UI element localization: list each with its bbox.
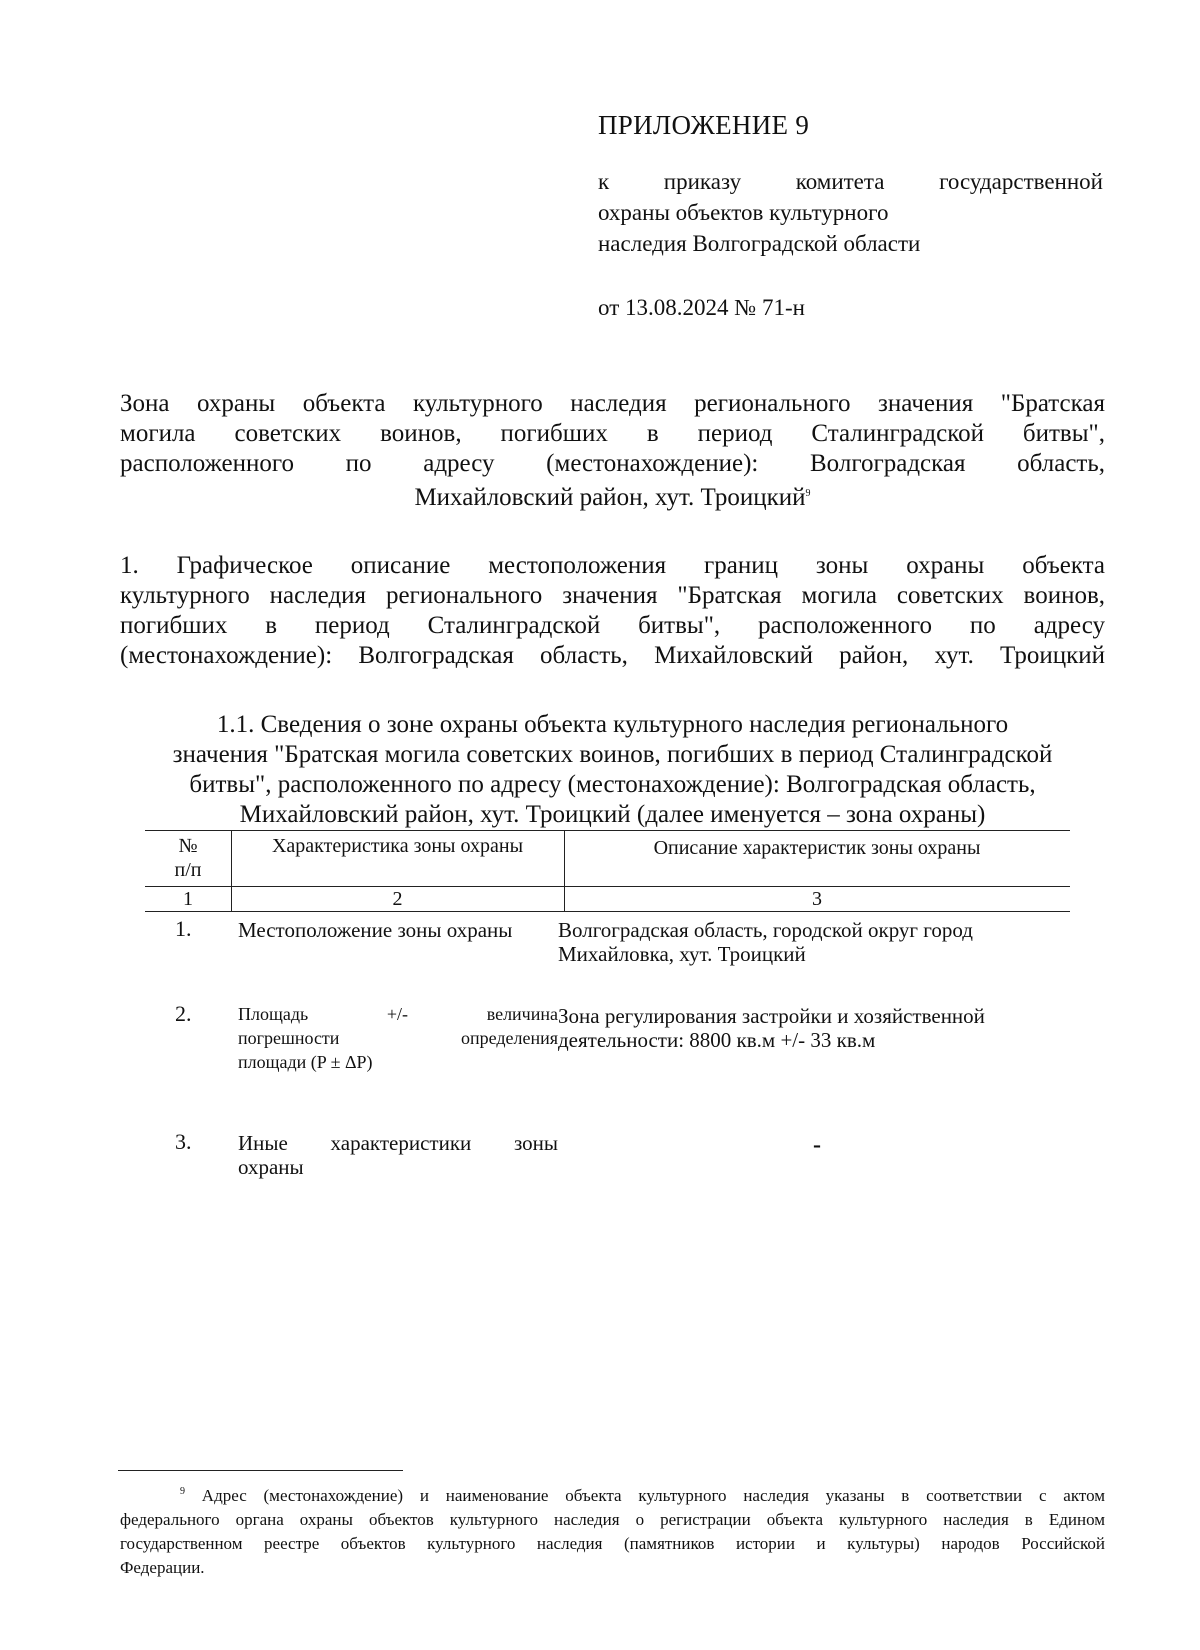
appendix-date: от 13.08.2024 № 71-н (598, 295, 805, 320)
row-description (558, 918, 1070, 966)
section-1-line: погибших в период Сталинградской битвы", расположенного по адресу (120, 612, 1105, 639)
section-1-line: 1. Графическое описание местоположения границ зоны охраны объекта (120, 552, 1105, 579)
section-1-1-line: битвы", расположенного по адресу (местонахождение): Волгоградская область, (189, 771, 1036, 798)
column-number: 1 (183, 888, 193, 910)
description-line: Волгоградская область, городской округ город (558, 918, 973, 942)
row-number: 3. (175, 1129, 192, 1154)
footnote-line: государственном реестре объектов культурного наследия (памятников истории и культуры) народов Российской (120, 1534, 1105, 1553)
description-line: деятельности: 8800 кв.м +/- 33 кв.м (558, 1028, 876, 1052)
zone-title-last-line (120, 479, 1105, 513)
zone-title (120, 389, 1105, 513)
appendix-heading: ПРИЛОЖЕНИЕ 9 (598, 110, 810, 140)
header-characteristic: Характеристика зоны охраны (271, 835, 524, 857)
appendix-line: наследия Волгоградской области (598, 231, 921, 256)
section-1-line: (местонахождение): Волгоградская область, Михайловский район, хут. Троицкий (120, 642, 1105, 669)
row-description (558, 1004, 1070, 1052)
appendix-line: охраны объектов культурного (598, 200, 889, 225)
row-characteristic (238, 918, 558, 942)
footnote-mark: 9 (180, 1486, 185, 1497)
zone-title-line: расположенного по адресу (местонахождение): Волгоградская область, (120, 450, 1105, 477)
footnote-separator (118, 1470, 403, 1471)
zone-title-line: Михайловский район, хут. Троицкий (414, 484, 806, 511)
row-characteristic (238, 1002, 558, 1074)
zone-title-line: могила советских воинов, погибших в период Сталинградской битвы", (120, 420, 1105, 447)
section-1-paragraph (120, 551, 1105, 671)
section-1-1-line: Михайловский район, хут. Троицкий (далее именуется – зона охраны) (239, 801, 986, 828)
header-number-symbol: № (178, 835, 198, 857)
description-line: Зона регулирования застройки и хозяйственной (558, 1004, 985, 1028)
section-1-line: культурного наследия регионального значения "Братская могила советских воинов, (120, 582, 1105, 609)
table-rule (145, 911, 1070, 912)
appendix-order-reference (598, 166, 1103, 259)
column-number: 2 (392, 888, 403, 910)
column-number: 3 (812, 888, 822, 910)
row-characteristic (238, 1131, 558, 1179)
footnote (120, 1480, 1105, 1580)
characteristic-line: Местоположение зоны охраны (238, 918, 513, 942)
footnote-line (120, 1480, 1105, 1508)
characteristic-line: Площадь +/- величина (238, 1004, 558, 1024)
characteristic-line: охраны (238, 1155, 304, 1179)
zone-title-line: Зона охраны объекта культурного наследия регионального значения "Братская (120, 390, 1105, 417)
section-1-1-line: 1.1. Сведения о зоне охраны объекта культурного наследия регионального (216, 711, 1009, 738)
characteristic-line: Иные характеристики зоны (238, 1131, 558, 1155)
characteristic-line: площади (P ± ΔP) (238, 1052, 373, 1072)
footnote-text: Адрес (местонахождение) и наименование объекта культурного наследия указаны в соответствии с актом (201, 1486, 1105, 1505)
section-1-1-line: значения "Братская могила советских воинов, погибших в период Сталинградской (172, 741, 1053, 768)
characteristic-line: погрешности определения (238, 1028, 558, 1048)
description-line: - (813, 1132, 821, 1158)
footnote-line: федерального органа охраны объектов культурного наследия о регистрации объекта культурного наследия в Едином (120, 1510, 1105, 1529)
row-number: 2. (175, 1001, 192, 1026)
row-description (564, 1133, 1070, 1157)
section-1-1-heading (120, 710, 1105, 830)
description-line: Михайловка, хут. Троицкий (558, 942, 806, 966)
table-rule (145, 830, 1070, 831)
footnote-reference: 9 (805, 488, 811, 499)
row-number: 1. (175, 916, 192, 941)
header-number (145, 834, 231, 882)
footnote-line: Федерации. (120, 1558, 205, 1577)
header-description: Описание характеристик зоны охраны (653, 837, 981, 859)
appendix-line: к приказу комитета государственной (598, 169, 1103, 194)
header-number-abbr: п/п (174, 859, 202, 881)
